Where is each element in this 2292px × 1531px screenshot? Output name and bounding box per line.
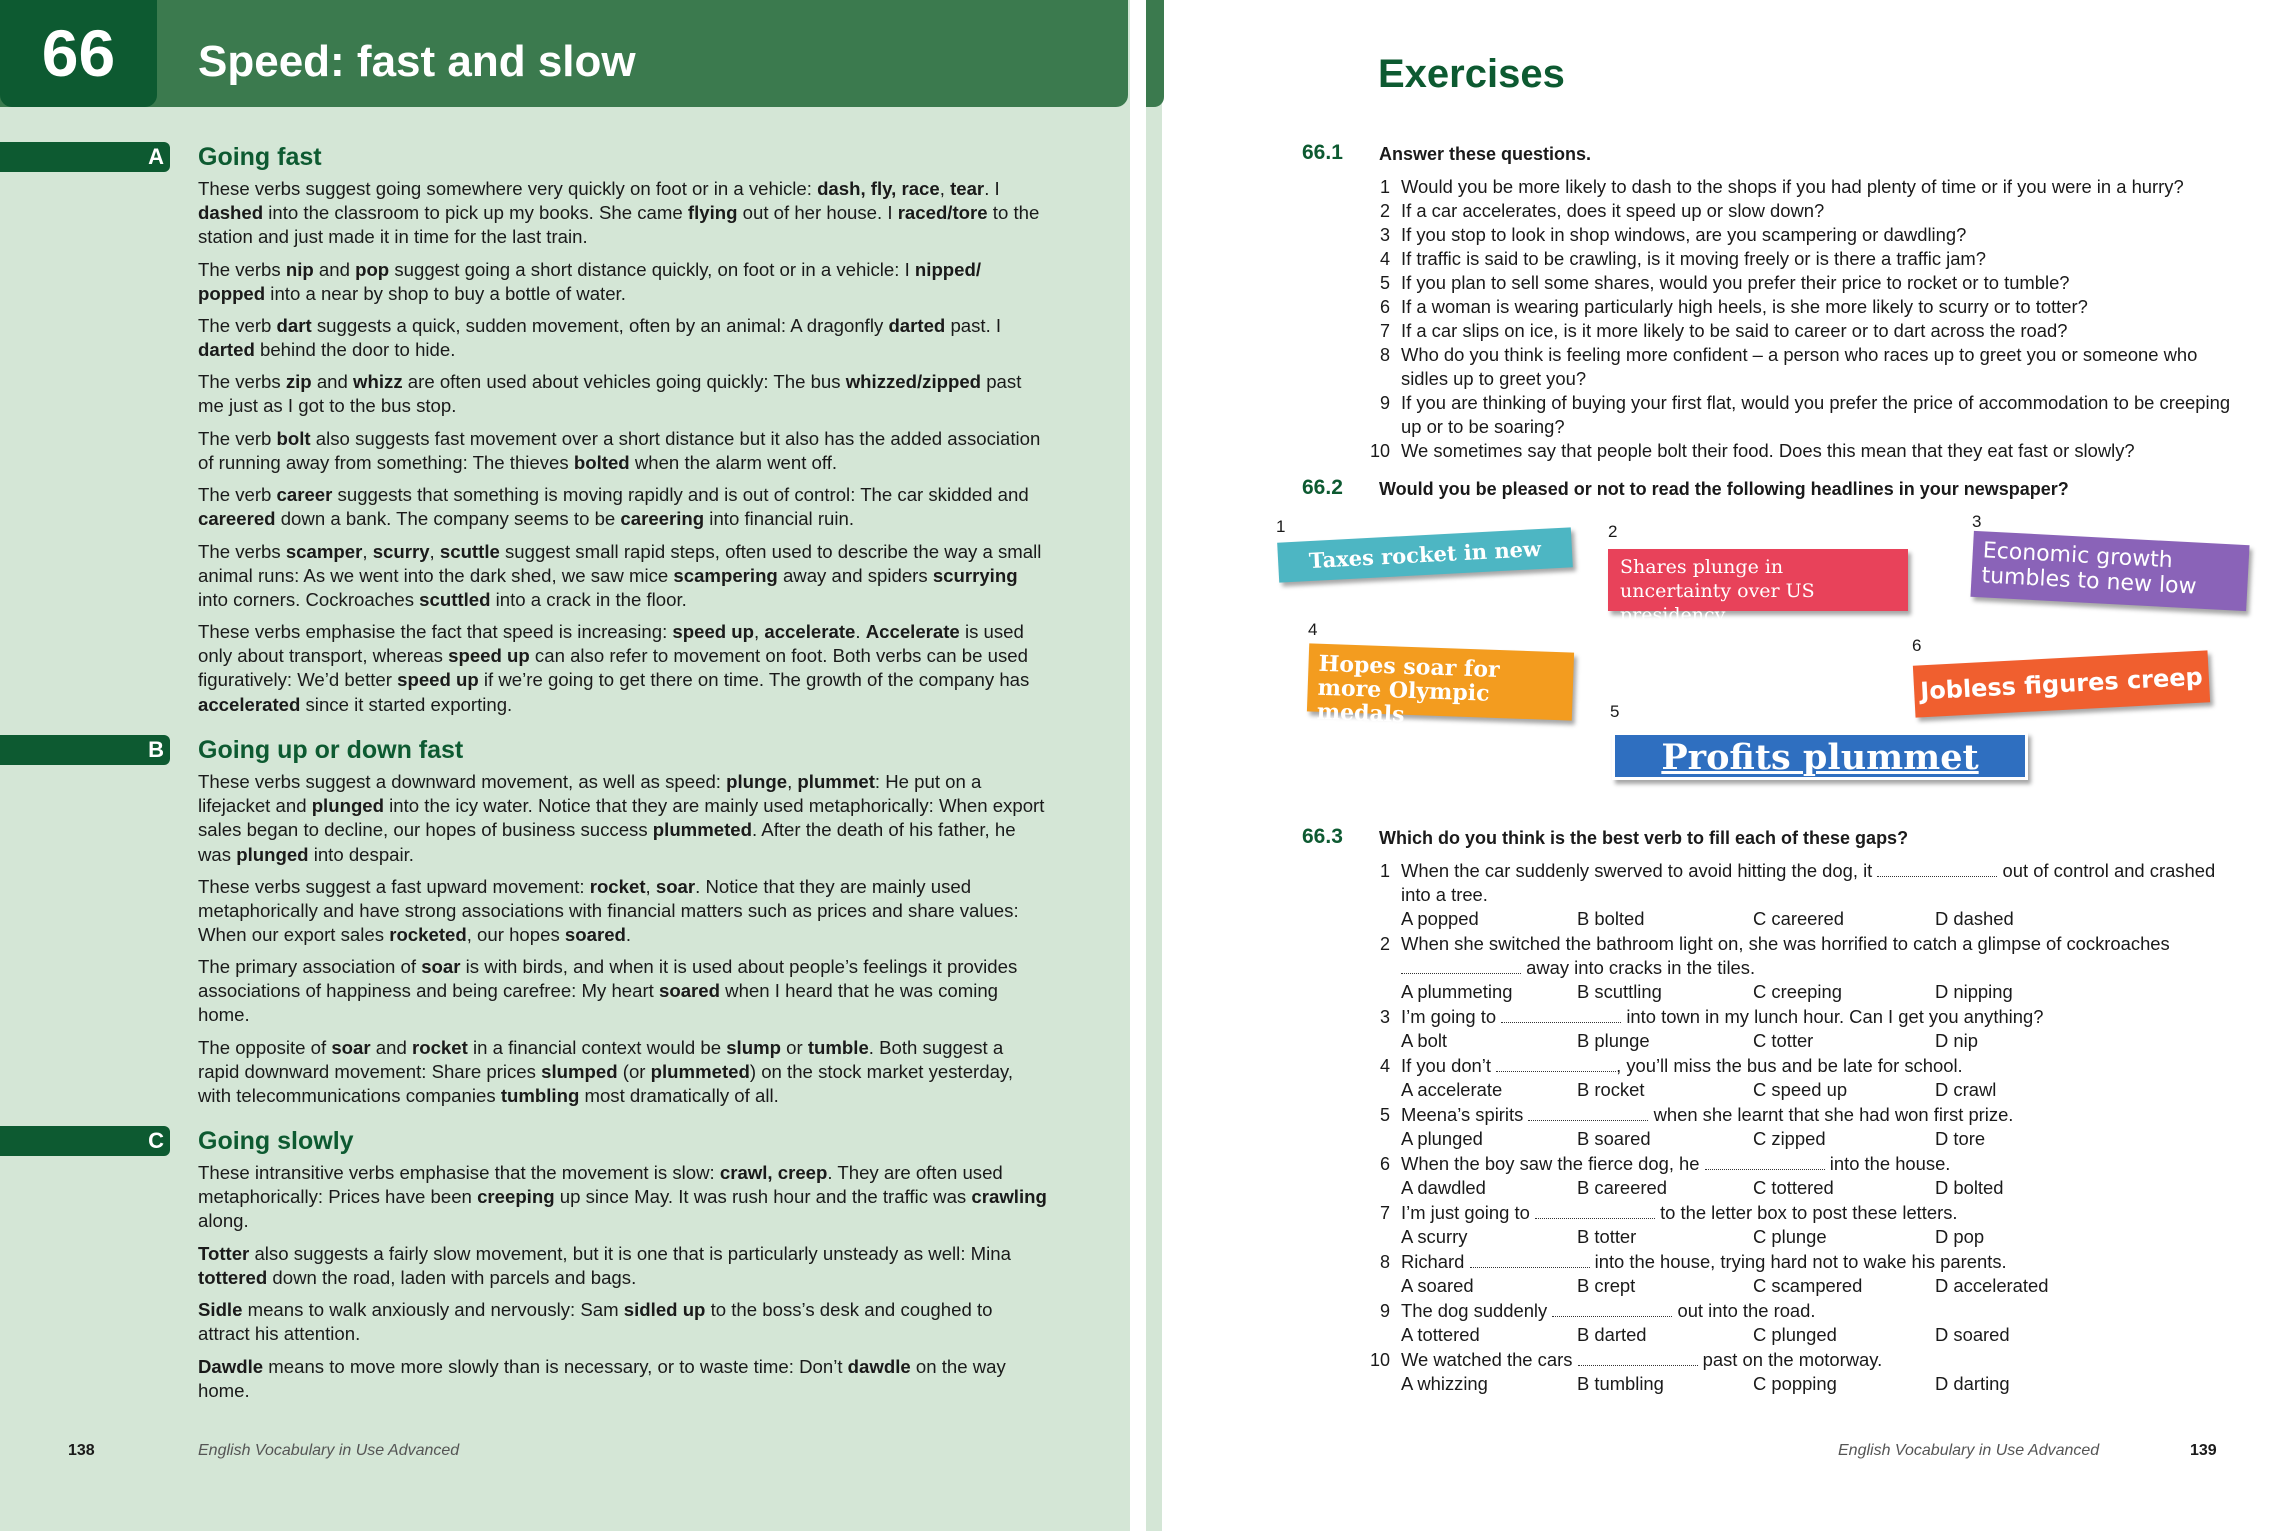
q1-option-a: A popped: [1401, 908, 1479, 929]
headline-1: Taxes rocket in new budget: [1277, 527, 1573, 582]
q2-text: If a car accelerates, does it speed up or slow down?: [1401, 200, 1825, 221]
gap-q5-number: 5: [1379, 1105, 1390, 1125]
gap-q3-text: I’m going to into town in my lunch hour. Can I get you anything?: [1401, 1006, 2044, 1027]
q10-option-b: B tumbling: [1577, 1373, 1664, 1394]
book-title-right: English Vocabulary in Use Advanced: [1838, 1442, 2100, 1459]
gap-line: [1877, 862, 1997, 877]
headline-4: Hopes soar for more Olympic medals: [1307, 643, 1574, 720]
q10-option-a: A whizzing: [1401, 1373, 1488, 1394]
gap-q9-text: The dog suddenly out into the road.: [1401, 1300, 1816, 1321]
q6-number: 6: [1379, 297, 1390, 317]
para-c2: Totter also suggests a fairly slow movement, but it is one that is particularly unsteady as well: Mina tottered down the road, laden with parcels and bags.: [198, 1243, 1011, 1289]
q9-option-a: A tottered: [1401, 1324, 1480, 1345]
para-a3: The verb dart suggests a quick, sudden movement, often by an animal: A dragonfly darted past. I darted behind the door to hide.: [198, 315, 1002, 361]
section-letter: B: [148, 737, 164, 762]
q2-option-b: B scuttling: [1577, 981, 1662, 1002]
exercise-66-1-instruction: Answer these questions.: [1379, 144, 1592, 164]
exercises-title: Exercises: [1378, 52, 1565, 96]
q6-text: If a woman is wearing particularly high heels, is she more likely to scurry or to totter?: [1401, 296, 2088, 317]
section-c-bar: [0, 1126, 170, 1156]
gap-line: [1501, 1008, 1621, 1023]
exercise-66-1-number: 66.1: [1302, 141, 1343, 164]
gap-line: [1552, 1302, 1672, 1317]
section-c-title: Going slowly: [198, 1127, 354, 1155]
gap-q1-text: When the car suddenly swerved to avoid hitting the dog, it out of control and crashed into a tree.: [1401, 860, 2216, 905]
q4-option-a: A accelerate: [1401, 1079, 1503, 1100]
headline-5-number: 5: [1610, 702, 1620, 721]
q5-text: If you plan to sell some shares, would you prefer their price to rocket or to tumble?: [1401, 272, 2070, 293]
q1-number: 1: [1379, 177, 1390, 197]
headline-5: Profits plummet: [1612, 732, 2028, 780]
gap-q4-number: 4: [1379, 1056, 1390, 1076]
para-a2: The verbs nip and pop suggest going a short distance quickly, on foot or in a vehicle: I nipped/ popped into a near by shop to buy a bottle of water.: [198, 259, 982, 305]
q2-option-a: A plummeting: [1401, 981, 1513, 1002]
exercise-66-3-instruction: Which do you think is the best verb to fill each of these gaps?: [1379, 828, 1909, 848]
gap-line: [1535, 1204, 1655, 1219]
gap-q2-text: When she switched the bathroom light on, she was horrified to catch a glimpse of cockroaches away into cracks in the tiles.: [1401, 933, 2170, 978]
q8-option-c: C scampered: [1753, 1275, 1863, 1296]
q7-text: If a car slips on ice, is it more likely to be said to career or to dart across the road?: [1401, 320, 2068, 341]
section-b-title: Going up or down fast: [198, 736, 464, 764]
gap-q4-text: If you don’t , you’ll miss the bus and be late for school.: [1401, 1055, 1963, 1076]
q4-option-c: C speed up: [1753, 1079, 1848, 1100]
q8-option-b: B crept: [1577, 1275, 1636, 1296]
headline-6-number: 6: [1912, 636, 1922, 655]
section-a-title: Going fast: [198, 143, 322, 171]
section-a-bar: [0, 142, 170, 172]
q7-option-c: C plunge: [1753, 1226, 1827, 1247]
q8-number: 8: [1379, 345, 1390, 365]
para-a1: These verbs suggest going somewhere very quickly on foot or in a vehicle: dash, fly, race, tear. I dashed into the classroom to pick up my books. She came flying out of her house. I raced/tore to the station and just made it in time for the last train.: [198, 178, 1040, 248]
gap-line: [1528, 1106, 1648, 1121]
q10-text: We sometimes say that people bolt their food. Does this mean that they eat fast or slowly?: [1401, 440, 2135, 461]
para-c4: Dawdle means to move more slowly than is necessary, or to waste time: Don’t dawdle on the way home.: [198, 1356, 1006, 1402]
gap-q10-number: 10: [1369, 1350, 1390, 1370]
para-b2: These verbs suggest a fast upward movement: rocket, soar. Notice that they are mainly used metaphorically and have strong associations with financial matters such as prices and share values: When our export sales rocketed, our hopes soared.: [198, 876, 1019, 946]
gap-q1-number: 1: [1379, 861, 1390, 881]
gap-q2-number: 2: [1379, 934, 1390, 954]
q2-number: 2: [1379, 201, 1390, 221]
q10-option-c: C popping: [1753, 1373, 1837, 1394]
para-b3: The primary association of soar is with birds, and when it is used about people’s feelings it provides associations of happiness and being carefree: My heart soared when I heard that he was coming home.: [198, 956, 1018, 1026]
q4-option-d: D crawl: [1935, 1079, 1997, 1100]
q6-option-a: A dawdled: [1401, 1177, 1486, 1198]
gap-q10-text: We watched the cars past on the motorway.: [1401, 1349, 1883, 1370]
book-title-left: English Vocabulary in Use Advanced: [198, 1442, 460, 1459]
q2-option-c: C creeping: [1753, 981, 1842, 1002]
gutter-strip: [1146, 0, 1162, 1531]
exercise-66-2-instruction: Would you be pleased or not to read the following headlines in your newspaper?: [1379, 479, 2069, 499]
q9-option-c: C plunged: [1753, 1324, 1837, 1345]
unit-number-box: [0, 0, 157, 107]
gap-q6-text: When the boy saw the fierce dog, he into the house.: [1401, 1153, 1951, 1174]
headline-1-number: 1: [1276, 517, 1286, 536]
q5-option-a: A plunged: [1401, 1128, 1483, 1149]
headline-3-number: 3: [1972, 512, 1982, 531]
q1-option-c: C careered: [1753, 908, 1844, 929]
unit-number: 66: [41, 16, 116, 90]
headline-6: Jobless figures creep up: [1913, 650, 2210, 717]
q3-option-c: C totter: [1753, 1030, 1814, 1051]
q6-option-b: B careered: [1577, 1177, 1667, 1198]
q7-option-b: B totter: [1577, 1226, 1637, 1247]
q8-option-d: D accelerated: [1935, 1275, 2049, 1296]
q7-number: 7: [1379, 321, 1390, 341]
para-a7: The verbs scamper, scurry, scuttle suggest small rapid steps, often used to describe the way a small animal runs: As we went into the dark shed, we saw mice scampering away and spiders scurrying into corners. Cockroaches scuttled into a crack in the floor.: [198, 541, 1042, 611]
exercise-66-2-number: 66.2: [1302, 476, 1343, 499]
q10-option-d: D darting: [1935, 1373, 2010, 1394]
q4-number: 4: [1379, 249, 1390, 269]
gap-q3-number: 3: [1379, 1007, 1390, 1027]
q8-text: Who do you think is feeling more confident – a person who races up to greet you or someone who sidles up to greet you?: [1401, 344, 2198, 389]
exercise-66-3-number: 66.3: [1302, 825, 1343, 848]
q7-option-a: A scurry: [1401, 1226, 1468, 1247]
q9-option-b: B darted: [1577, 1324, 1647, 1345]
section-letter: C: [148, 1128, 164, 1153]
para-b4: The opposite of soar and rocket in a financial context would be slump or tumble. Both suggest a rapid downward movement: Share prices slumped (or plummeted) on the stock market yesterday, with telecommunications companies tumbling most dramatically of all.: [198, 1037, 1014, 1107]
q2-option-d: D nipping: [1935, 981, 2013, 1002]
q6-option-d: D bolted: [1935, 1177, 2004, 1198]
q3-option-a: A bolt: [1401, 1030, 1448, 1051]
q3-number: 3: [1379, 225, 1390, 245]
para-b1: These verbs suggest a downward movement, as well as speed: plunge, plummet: He put on a lifejacket and plunged into the icy water. Notice that they are mainly used metaphorically: When export sales began to decline, our hopes of business success plummeted. After the death of his father, he was plunged into despair.: [198, 771, 1045, 865]
headline-2: Shares plunge in uncertainty over US presidency: [1608, 549, 1908, 611]
q1-text: Would you be more likely to dash to the shops if you had plenty of time or if you were in a hurry?: [1401, 176, 2184, 197]
q9-number: 9: [1379, 393, 1390, 413]
q3-option-d: D nip: [1935, 1030, 1978, 1051]
gap-line: [1578, 1351, 1698, 1366]
headline-3: Economic growth tumbles to new low: [1970, 531, 2249, 611]
gap-q9-number: 9: [1379, 1301, 1390, 1321]
para-a8: These verbs emphasise the fact that speed is increasing: speed up, accelerate. Accelerate is used only about transport, whereas speed up can also refer to movement on foot. Both verbs can be used figuratively: We’d better speed up if we’re going to get there on time. The growth of the company has accelerated since it started exporting.: [198, 621, 1030, 715]
para-a6: The verb career suggests that something is moving rapidly and is out of control: The car skidded and careered down a bank. The company seems to be careering into financial ruin.: [198, 484, 1029, 530]
gap-line: [1401, 959, 1521, 974]
unit-title: Speed: fast and slow: [198, 37, 636, 86]
section-b-bar: [0, 735, 170, 765]
q5-option-b: B soared: [1577, 1128, 1651, 1149]
gap-q7-number: 7: [1379, 1203, 1390, 1223]
para-c1: These intransitive verbs emphasise that the movement is slow: crawl, creep. They are often used metaphorically: Prices have been creeping up since May. It was rush hour and the traffic was crawling along.: [198, 1162, 1047, 1232]
q6-option-c: C tottered: [1753, 1177, 1834, 1198]
page-number-left: 138: [68, 1442, 95, 1459]
gap-q8-text: Richard into the house, trying hard not to wake his parents.: [1401, 1251, 2007, 1272]
gap-line: [1705, 1155, 1825, 1170]
q4-text: If traffic is said to be crawling, is it moving freely or is there a traffic jam?: [1401, 248, 1986, 269]
headline-2-number: 2: [1608, 522, 1618, 541]
gap-line: [1470, 1253, 1590, 1268]
q1-option-d: D dashed: [1935, 908, 2014, 929]
q3-option-b: B plunge: [1577, 1030, 1650, 1051]
unit-header: [0, 0, 1128, 107]
q10-number: 10: [1369, 441, 1390, 461]
gap-line: [1496, 1057, 1616, 1072]
q7-option-d: D pop: [1935, 1226, 1985, 1247]
gap-q8-number: 8: [1379, 1252, 1390, 1272]
page-number-right: 139: [2190, 1442, 2217, 1459]
headline-4-number: 4: [1308, 620, 1318, 639]
para-a5: The verb bolt also suggests fast movement over a short distance but it also has the added association of running away from something: The thieves bolted when the alarm went off.: [198, 428, 1041, 474]
q5-option-c: C zipped: [1753, 1128, 1826, 1149]
q1-option-b: B bolted: [1577, 908, 1645, 929]
q5-number: 5: [1379, 273, 1390, 293]
q9-option-d: D soared: [1935, 1324, 2010, 1345]
para-a4: The verbs zip and whizz are often used about vehicles going quickly: The bus whizzed/zipped past me just as I got to the bus stop.: [198, 371, 1022, 417]
q5-option-d: D tore: [1935, 1128, 1986, 1149]
para-c3: Sidle means to walk anxiously and nervously: Sam sidled up to the boss’s desk and coughed to attract his attention.: [198, 1299, 993, 1345]
q3-text: If you stop to look in shop windows, are you scampering or dawdling?: [1401, 224, 1967, 245]
q8-option-a: A soared: [1401, 1275, 1474, 1296]
q4-option-b: B rocket: [1577, 1079, 1645, 1100]
gap-q7-text: I’m just going to to the letter box to post these letters.: [1401, 1202, 1958, 1223]
gap-q5-text: Meena’s spirits when she learnt that she had won first prize.: [1401, 1104, 2014, 1125]
section-letter: A: [148, 144, 164, 169]
gap-q6-number: 6: [1379, 1154, 1390, 1174]
q9-text: If you are thinking of buying your first flat, would you prefer the price of accommodation to be creeping up or to be soaring?: [1401, 392, 2231, 437]
right-header-tab: [1146, 0, 1164, 107]
